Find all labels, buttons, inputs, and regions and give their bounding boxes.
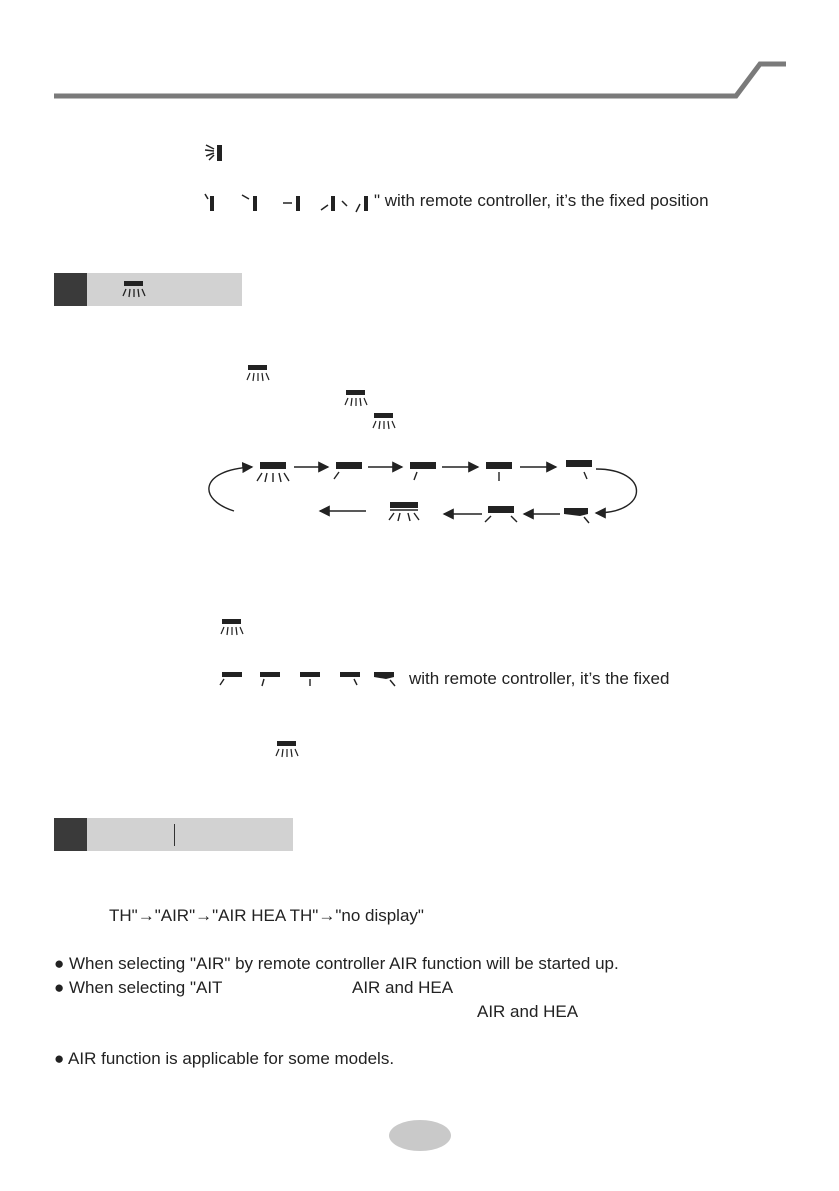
- swing-position-4-icon: [566, 460, 592, 479]
- horizontal-swing-icon-inline: [372, 411, 396, 431]
- bullet-ait: ● When selecting "AIT: [54, 978, 223, 997]
- fixed-horizontal-text: with remote controller, it’s the fixed: [409, 669, 670, 688]
- page-number-badge: [389, 1120, 451, 1151]
- swing-cycle-diagram: [200, 450, 660, 530]
- air-and-hea-text-2: AIR and HEA: [477, 1002, 579, 1021]
- swing-position-3-icon: [486, 462, 512, 481]
- bullet-air: ● When selecting "AIR" by remote controller AIR function will be started up.: [54, 954, 619, 973]
- swing-position-7-icon: [389, 502, 419, 521]
- header-rule: [0, 0, 839, 110]
- air-and-hea-text: AIR and HEA: [352, 978, 454, 997]
- horizontal-swing-icon-inline: [275, 739, 299, 759]
- fixed-position-text: " with remote controller, it’s the fixed position: [374, 191, 709, 210]
- horizontal-swing-icon-inline: [220, 617, 244, 637]
- horizontal-fixed-positions-icon: [218, 668, 398, 690]
- swing-position-2-icon: [410, 462, 436, 480]
- swing-state-auto-icon: [257, 462, 289, 482]
- air-sequence-text: TH"→"AIR"→"AIR HEA TH"→"no display": [109, 906, 424, 925]
- swing-position-5-icon: [564, 508, 589, 523]
- vertical-fixed-positions-icon: [200, 190, 380, 216]
- vertical-swing-icon: [200, 138, 230, 168]
- swing-position-1-icon: [334, 462, 362, 479]
- horizontal-swing-icon-inline: [246, 363, 270, 383]
- horizontal-swing-icon: [121, 278, 147, 300]
- swing-position-6-icon: [485, 506, 517, 522]
- bullet-applicable: ● AIR function is applicable for some models.: [54, 1049, 395, 1068]
- section-marker: [54, 818, 87, 851]
- section-divider: [174, 824, 175, 846]
- section-marker: [54, 273, 87, 306]
- horizontal-swing-icon-inline: [344, 388, 368, 408]
